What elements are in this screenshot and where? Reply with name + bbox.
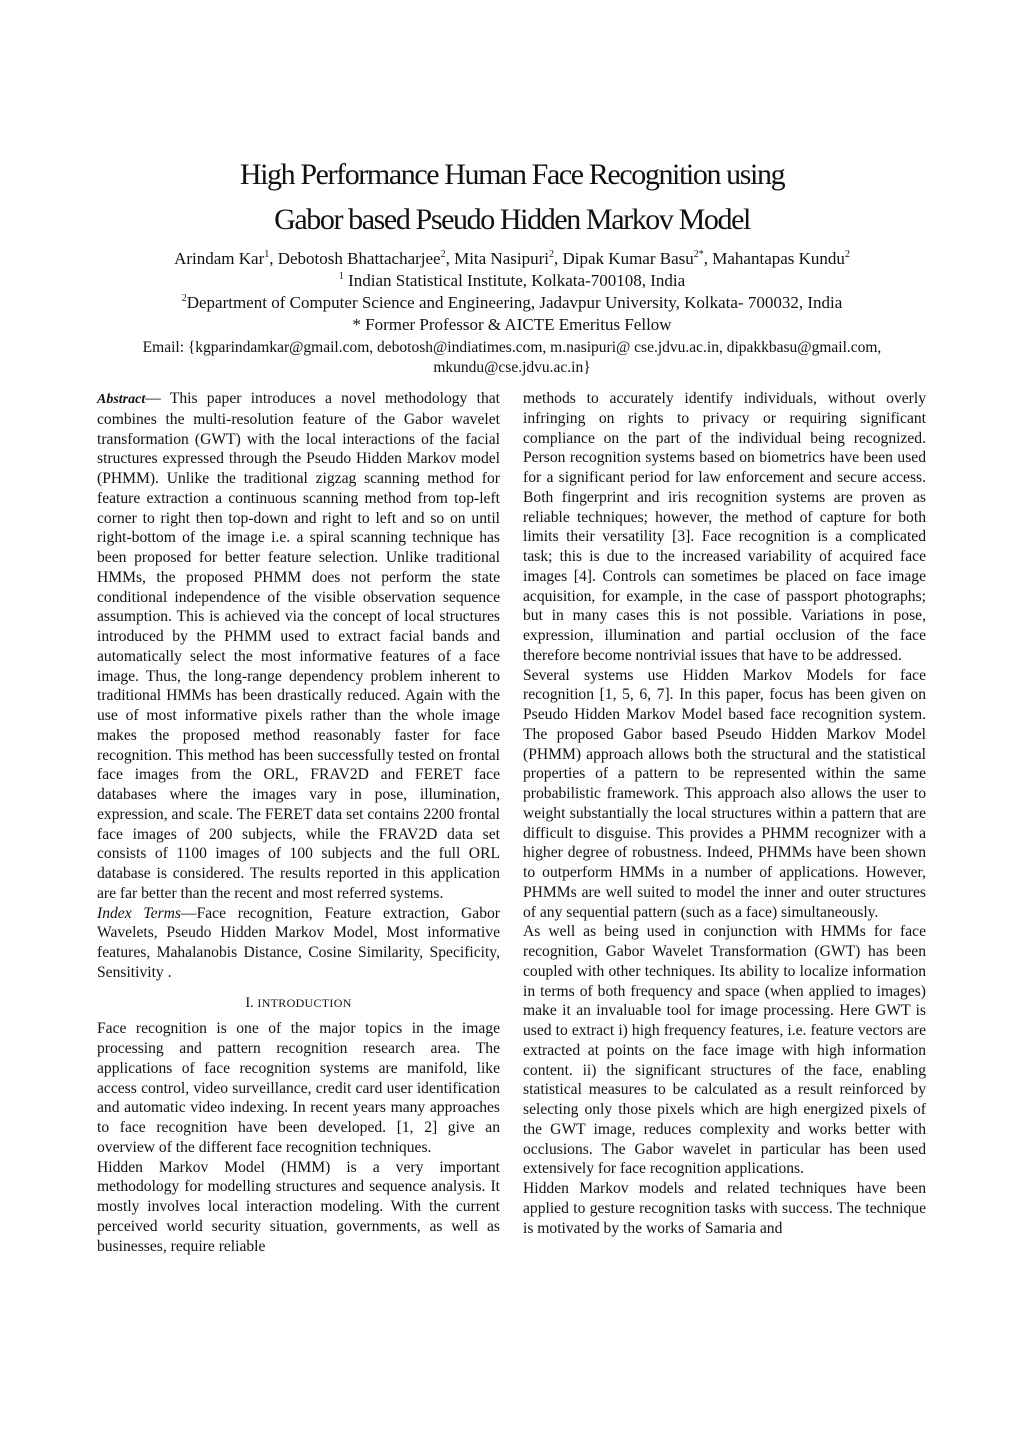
index-terms-label: Index Terms [97,904,181,922]
author-affil-mark: 2 [440,249,446,260]
email-line-2: mkundu@cse.jdvu.ac.in} [433,359,591,376]
affil-mark: 2 [181,293,187,304]
email-line-1: Email: {kgparindamkar@gmail.com, debotosh@indiatimes.com, m.nasipuri@ cse.jdvu.ac.in, dipakkbasu@gmail.com, [142,339,882,356]
section-heading [97,994,500,1014]
right-paragraph-4: Hidden Markov models and related techniques have been applied to gesture recognition tasks with success. The technique is motivated by the works of Samaria and [523,1180,926,1237]
index-terms-text: —Face recognition, Feature extraction, Gabor Wavelets, Pseudo Hidden Markov Model, Most informative features, Mahalanobis Distance, Cosine Similarity, Specificity, Sensitivity . [97,904,500,981]
author-affil-mark: 1 [264,249,270,260]
right-paragraph-3: As well as being used in conjunction with HMMs for face recognition, Gabor Wavelet Transformation (GWT) has been coupled with other techniques. Its ability to localize information in terms of both frequency and space (when applied to images) make it an invaluable tool for image processing. Here GWT is used to extract i) high frequency features, i.e. feature vectors are extracted at points on the face image with high information content. ii) the significant structures of the face, enabling statistical measures to be calculated as a result reinforced by selecting only those pixels which are high energized pixels of the GWT image, reduces complexity and works better with occlusions. The Gabor wavelet in particular has been used extensively for face recognition applications. [523,923,926,1178]
section-number: I. [245,994,258,1011]
author-affil-mark: 2 [549,249,554,260]
author-name: Arindam Kar [174,249,265,268]
index-terms [97,904,500,983]
abstract [97,389,500,904]
left-column [97,389,500,1256]
right-column [523,389,926,1238]
affiliation-2 [0,292,1024,314]
author-name: , Dipak Kumar Basu [554,249,694,268]
abstract-label: Abstract [97,392,146,407]
affiliation-text: Department of Computer Science and Engineering, Jadavpur University, Kolkata- 700032, India [186,293,843,312]
section-title: INTRODUCTION [257,995,352,1010]
author-affil-mark: 2* [693,249,704,260]
author-name: , Debotosh Bhattacharjee [269,249,441,268]
author-name: , Mita Nasipuri [445,249,549,268]
affiliation-1 [0,270,1024,292]
affiliation-text: Indian Statistical Institute, Kolkata-700108, India [343,271,686,290]
right-paragraph-1: methods to accurately identify individuals, without overly infringing on rights to privacy or requiring significant compliance on the part of the individual being recognized. Person recognition systems based on biometrics have been used for a significant period for law enforcement and secure access. Both fingerprint and iris recognition systems are proven as reliable techniques; however, the method of capture for both limits their versatility [3]. Face recognition is a complicated task; this is due to the increased variability of acquired face images [4]. Controls can sometimes be placed on face image acquisition, for example, in the case of passport photographs; but in many cases this is not possible. Variations in pose, expression, illumination and partial occlusion of the face therefore become nontrivial issues that have to be addressed. [523,390,926,664]
author-list [0,248,1024,270]
paper-title-line-1: High Performance Human Face Recognition using [239,158,785,191]
affiliation-3: * Former Professor & AICTE Emeritus Fellow [352,315,672,334]
right-paragraph-2: Several systems use Hidden Markov Models for face recognition [1, 5, 6, 7]. In this paper, focus has been given on Pseudo Hidden Markov Model based face recognition system. The proposed Gabor based Pseudo Hidden Markov Model (PHMM) approach allows both the structural and the statistical properties of a pattern to be represented within the same probabilistic framework. This approach also allows the user to weight substantially the local structures within a pattern that are difficult to disguise. This provides a PHMM recognizer with a higher degree of robustness. Indeed, PHMMs have been shown to outperform HMMs in a number of applications. However, PHMMs are well suited to model the inner and outer structures of any sequential pattern (such as a face) simultaneously. [523,666,926,921]
paper-title-line-2: Gabor based Pseudo Hidden Markov Model [274,203,750,236]
author-affil-mark: 2 [844,249,850,260]
author-name: , Mahantapas Kundu [703,249,845,268]
abstract-text: — This paper introduces a novel methodology that combines the multi-resolution feature of the Gabor wavelet transformation (GWT) with the local interactions of the facial structures expressed through the Pseudo Hidden Markov model (PHMM). Unlike the traditional zigzag scanning method for feature extraction a continuous scanning method from top-left corner to right then top-down and right to left and so on until right-bottom of the image i.e. a spiral scanning technique has been proposed for better feature selection. Unlike traditional HMMs, the proposed PHMM does not perform the state conditional independence of the visible observation sequence assumption. This is achieved via the concept of local structures introduced by the PHMM used to extract facial bands and automatically select the most informative features of a face image. Thus, the long-range dependency problem inherent to traditional HMMs has been drastically reduced. Again with the use of most informative pixels rather than the whole image makes the proposed method reasonably faster for face recognition. This method has been successfully tested on frontal face images from the ORL, FRAV2D and FERET face databases where the images vary in pose, illumination, expression, and scale. The FERET data set contains 2200 frontal face images of 200 subjects, while the FRAV2D data set consists of 1100 images of 100 subjects and the full ORL database is considered. The results reported in this application are far better than the recent and most referred systems. [97,390,500,902]
intro-paragraph-2: Hidden Markov Model (HMM) is a very important methodology for modelling structures and sequence analysis. It mostly involves local interaction modeling. With the current perceived world security situation, governments, as well as businesses, require reliable [97,1158,500,1255]
intro-paragraph-1: Face recognition is one of the major topics in the image processing and pattern recognition research area. The applications of face recognition systems are manifold, like access control, video surveillance, credit card user identification and automatic video indexing. In recent years many approaches to face recognition have been developed. [1, 2] give an overview of the different face recognition techniques. [97,1020,500,1156]
affil-mark: 1 [338,271,344,282]
